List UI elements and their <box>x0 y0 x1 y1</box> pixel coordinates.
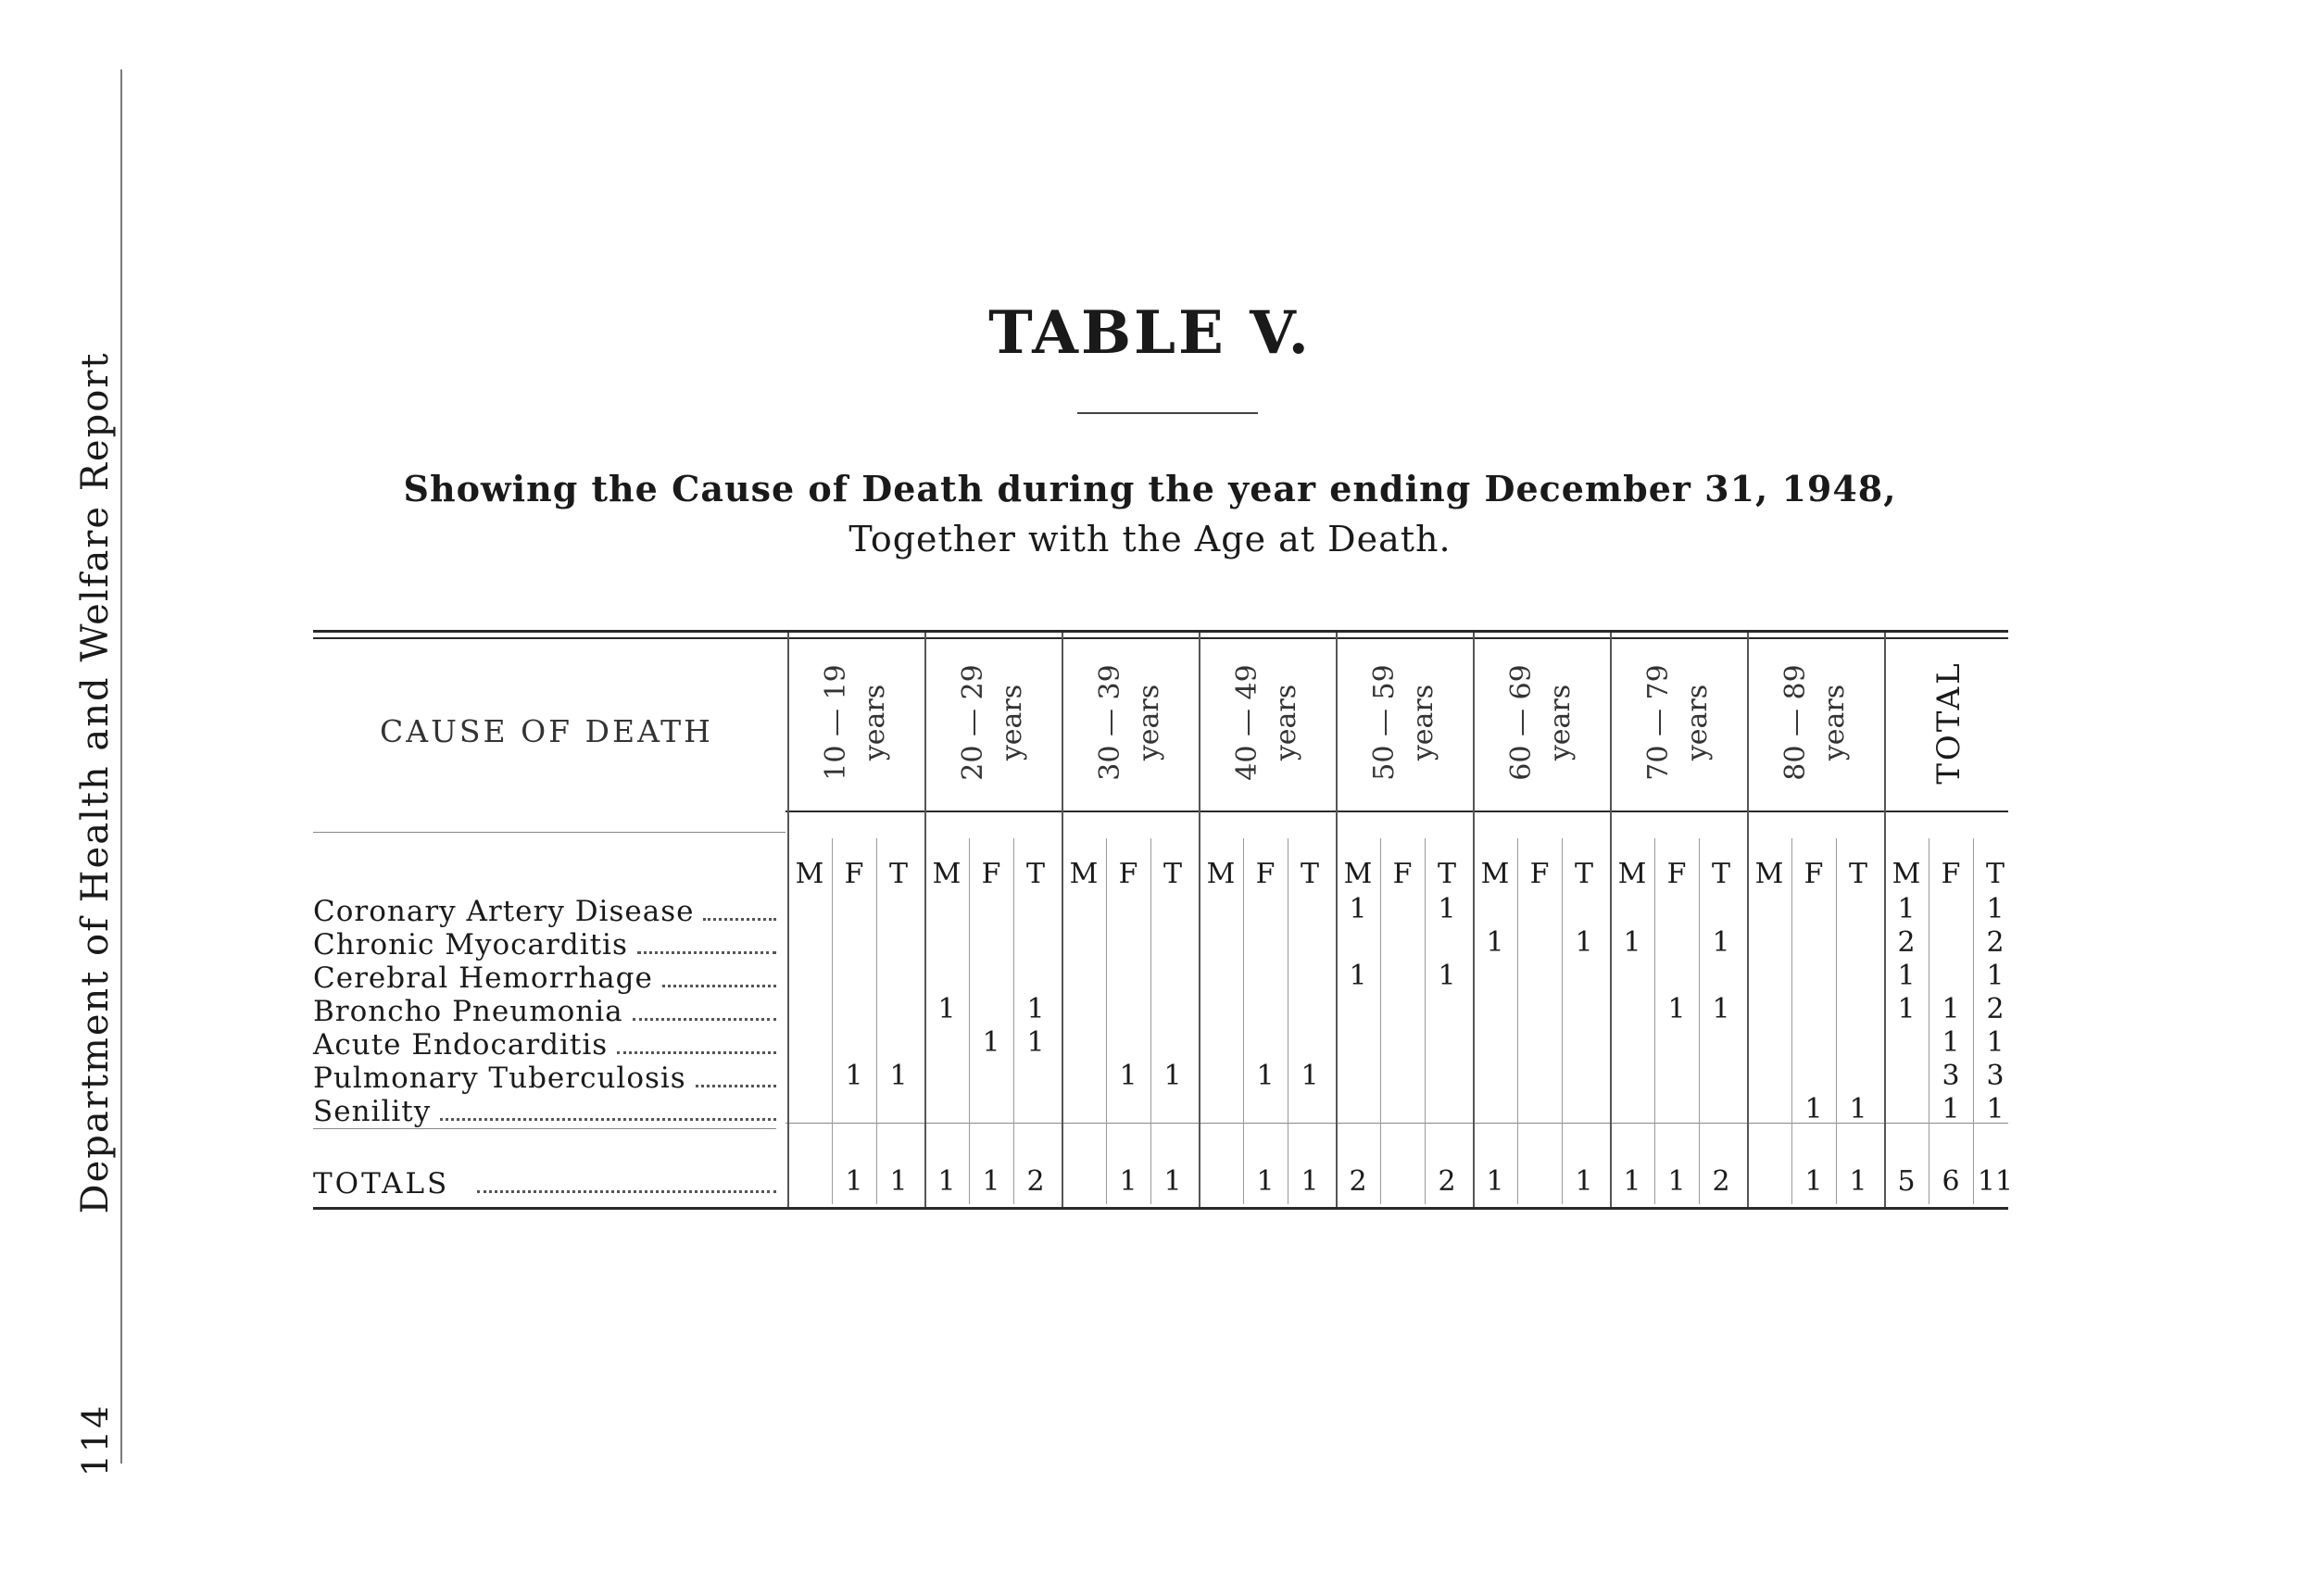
totals-cell: 1 <box>982 1165 1000 1198</box>
age-range: 50 — 59 <box>1368 664 1401 781</box>
totals-cell: 2 <box>1438 1165 1456 1198</box>
age-group-header <box>1500 574 1583 871</box>
table-cell: 1 <box>1712 993 1730 1025</box>
table-cell: 1 <box>1804 1093 1823 1125</box>
age-group-header <box>1774 574 1857 871</box>
table-cell: 2 <box>1986 926 2005 959</box>
column-divider <box>1517 838 1518 1204</box>
totals-cell: 5 <box>1897 1165 1916 1198</box>
group-divider <box>924 633 926 1207</box>
sub-header-t: T <box>1025 858 1045 890</box>
table-cell: 1 <box>1942 1093 1960 1125</box>
totals-cell: 1 <box>1667 1165 1686 1198</box>
group-divider <box>1473 633 1475 1207</box>
table-cell: 1 <box>1986 893 2005 925</box>
totals-cell: 1 <box>1804 1165 1823 1198</box>
age-unit: years <box>1544 684 1577 761</box>
totals-cell: 6 <box>1942 1165 1960 1198</box>
sub-header-f: F <box>1804 858 1824 890</box>
cause-label <box>313 995 776 1028</box>
totals-cell: 2 <box>1349 1165 1367 1198</box>
group-divider <box>1747 633 1749 1207</box>
sub-header-f: F <box>1941 858 1961 890</box>
table-cell: 1 <box>1349 893 1367 925</box>
table-cell: 1 <box>1026 993 1045 1025</box>
totals-cell: 1 <box>1486 1165 1504 1198</box>
age-range: 70 — 79 <box>1642 664 1675 781</box>
sub-header-t: T <box>1437 858 1456 890</box>
sub-header-t: T <box>1711 858 1730 890</box>
totals-text: TOTALS <box>313 1167 450 1200</box>
sub-header-m: M <box>1754 858 1784 890</box>
column-divider <box>969 838 970 1204</box>
group-divider <box>787 633 789 1207</box>
sub-header-t: T <box>1574 858 1593 890</box>
cause-label <box>313 1062 776 1095</box>
age-unit: years <box>996 684 1028 761</box>
column-divider <box>1243 838 1244 1204</box>
table-cell: 1 <box>889 1060 908 1092</box>
group-divider <box>1610 633 1612 1207</box>
sub-header-m: M <box>795 858 824 890</box>
table-cell: 1 <box>1163 1060 1182 1092</box>
totals-cell: 11 <box>1977 1165 2014 1198</box>
table-cell: 3 <box>1942 1060 1960 1092</box>
cause-text: Broncho Pneumonia <box>313 995 623 1028</box>
sub-header-f: F <box>844 858 864 890</box>
cause-text: Acute Endocarditis <box>313 1028 609 1062</box>
age-unit: years <box>1407 684 1439 761</box>
group-divider <box>1199 633 1200 1207</box>
table-cell: 1 <box>1986 960 2005 992</box>
sub-header-f: F <box>1392 858 1413 890</box>
age-group-header <box>1225 574 1309 871</box>
cause-label <box>313 895 776 928</box>
column-divider <box>876 838 877 1204</box>
age-unit: years <box>1681 684 1714 761</box>
totals-cell: 1 <box>1301 1165 1319 1198</box>
totals-cell: 1 <box>1163 1165 1182 1198</box>
totals-cell: 2 <box>1712 1165 1730 1198</box>
sub-header-m: M <box>1343 858 1373 890</box>
sub-header-m: M <box>1480 858 1510 890</box>
table-cell: 1 <box>1349 960 1367 992</box>
age-unit: years <box>1133 684 1165 761</box>
cause-column-header: CAUSE OF DEATH <box>380 713 713 749</box>
cause-header-rule <box>313 832 786 833</box>
table-cell: 1 <box>1897 993 1916 1025</box>
column-divider <box>832 838 833 1204</box>
age-range: 30 — 39 <box>1094 664 1126 781</box>
group-divider <box>1062 633 1063 1207</box>
column-divider <box>1150 838 1151 1204</box>
totals-cell: 1 <box>1849 1165 1867 1198</box>
sub-header-f: F <box>1666 858 1687 890</box>
sub-header-t: T <box>1985 858 2005 890</box>
table-cell: 2 <box>1897 926 1916 959</box>
report-title: Department of Health and Welfare Report <box>74 351 117 1214</box>
leader-dots <box>617 1033 776 1054</box>
cause-label <box>313 1028 776 1062</box>
sub-header-m: M <box>1892 858 1921 890</box>
leader-dots <box>477 1172 776 1193</box>
table-cell: 1 <box>1623 926 1641 959</box>
table-cell: 1 <box>1849 1093 1867 1125</box>
cause-text: Pulmonary Tuberculosis <box>313 1062 686 1095</box>
age-range: 60 — 69 <box>1505 664 1538 781</box>
cause-label <box>313 1095 776 1128</box>
table-cell: 2 <box>1986 993 2005 1025</box>
age-group-header <box>951 574 1035 871</box>
column-divider <box>1106 838 1107 1204</box>
age-unit: years <box>1270 684 1302 761</box>
sub-header-f: F <box>1255 858 1276 890</box>
age-unit: years <box>1818 684 1851 761</box>
age-group-header <box>1637 574 1720 871</box>
table-title: TABLE V. <box>988 298 1312 368</box>
cause-label <box>313 928 776 961</box>
cause-label <box>313 961 776 995</box>
sub-header-f: F <box>981 858 1001 890</box>
sub-header-f: F <box>1118 858 1138 890</box>
totals-cell: 1 <box>1119 1165 1137 1198</box>
totals-cell: 1 <box>1623 1165 1641 1198</box>
table-cell: 1 <box>1942 993 1960 1025</box>
sub-header-m: M <box>1206 858 1236 890</box>
leader-dots <box>703 899 776 921</box>
column-divider <box>1380 838 1381 1204</box>
sub-header-f: F <box>1529 858 1550 890</box>
table-cell: 1 <box>1942 1026 1960 1059</box>
leader-dots <box>662 966 776 987</box>
table-cell: 1 <box>1438 893 1456 925</box>
table-cell: 1 <box>1897 960 1916 992</box>
age-unit: years <box>859 684 891 761</box>
table-cell: 1 <box>1986 1026 2005 1059</box>
table-cell: 1 <box>937 993 956 1025</box>
age-range: 40 — 49 <box>1231 664 1263 781</box>
table-cell: 3 <box>1986 1060 2005 1092</box>
cause-text: Senility <box>313 1095 432 1128</box>
sub-header-m: M <box>932 858 961 890</box>
age-group-header <box>814 574 898 871</box>
totals-cell: 1 <box>889 1165 908 1198</box>
table-cell: 1 <box>1667 993 1686 1025</box>
cause-text: Coronary Artery Disease <box>313 895 695 928</box>
age-range: 20 — 29 <box>957 664 989 781</box>
leader-dots <box>637 933 776 954</box>
age-group-header <box>1363 574 1446 871</box>
table-cell: 1 <box>1026 1026 1045 1059</box>
title-rule <box>1077 412 1258 414</box>
total-column-header: TOTAL <box>1930 660 1967 785</box>
leader-dots <box>696 1066 776 1087</box>
table-cell: 1 <box>1486 926 1504 959</box>
age-group-header <box>1088 574 1172 871</box>
cause-text: Cerebral Hemorrhage <box>313 961 653 995</box>
subtitle-line-1: Showing the Cause of Death during the year ending December 31, 1948, <box>403 468 1897 509</box>
column-divider <box>1791 838 1792 1204</box>
sub-header-t: T <box>1848 858 1867 890</box>
sub-header-t: T <box>888 858 908 890</box>
cause-text: Chronic Myocarditis <box>313 928 628 961</box>
totals-cell: 1 <box>845 1165 863 1198</box>
subtitle-line-2: Together with the Age at Death. <box>848 519 1452 559</box>
leader-dots <box>633 999 776 1021</box>
sub-header-m: M <box>1069 858 1099 890</box>
sub-header-t: T <box>1300 858 1319 890</box>
totals-cell: 1 <box>1575 1165 1593 1198</box>
table-cell: 1 <box>1256 1060 1275 1092</box>
table-cell: 1 <box>982 1026 1000 1059</box>
table-bottom-rule <box>313 1207 2008 1210</box>
totals-cell: 2 <box>1026 1165 1045 1198</box>
table-cell: 1 <box>1119 1060 1137 1092</box>
totals-cell: 1 <box>937 1165 956 1198</box>
table-cell: 1 <box>1575 926 1593 959</box>
age-range: 80 — 89 <box>1779 664 1812 781</box>
age-range: 10 — 19 <box>820 664 852 781</box>
page-number: 114 <box>75 1403 116 1477</box>
column-divider <box>1836 838 1837 1204</box>
totals-label <box>313 1167 776 1200</box>
totals-cell: 1 <box>1256 1165 1275 1198</box>
leader-dots <box>440 1100 776 1121</box>
table-cell: 1 <box>1986 1093 2005 1125</box>
body-bottom-rule <box>313 1128 776 1129</box>
table-cell: 1 <box>1438 960 1456 992</box>
table-cell: 1 <box>1712 926 1730 959</box>
table-cell: 1 <box>1897 893 1916 925</box>
margin-rule <box>120 69 122 1464</box>
column-divider <box>1562 838 1563 1204</box>
sub-header-m: M <box>1617 858 1647 890</box>
table-cell: 1 <box>1301 1060 1319 1092</box>
table-cell: 1 <box>845 1060 863 1092</box>
sub-header-t: T <box>1163 858 1182 890</box>
